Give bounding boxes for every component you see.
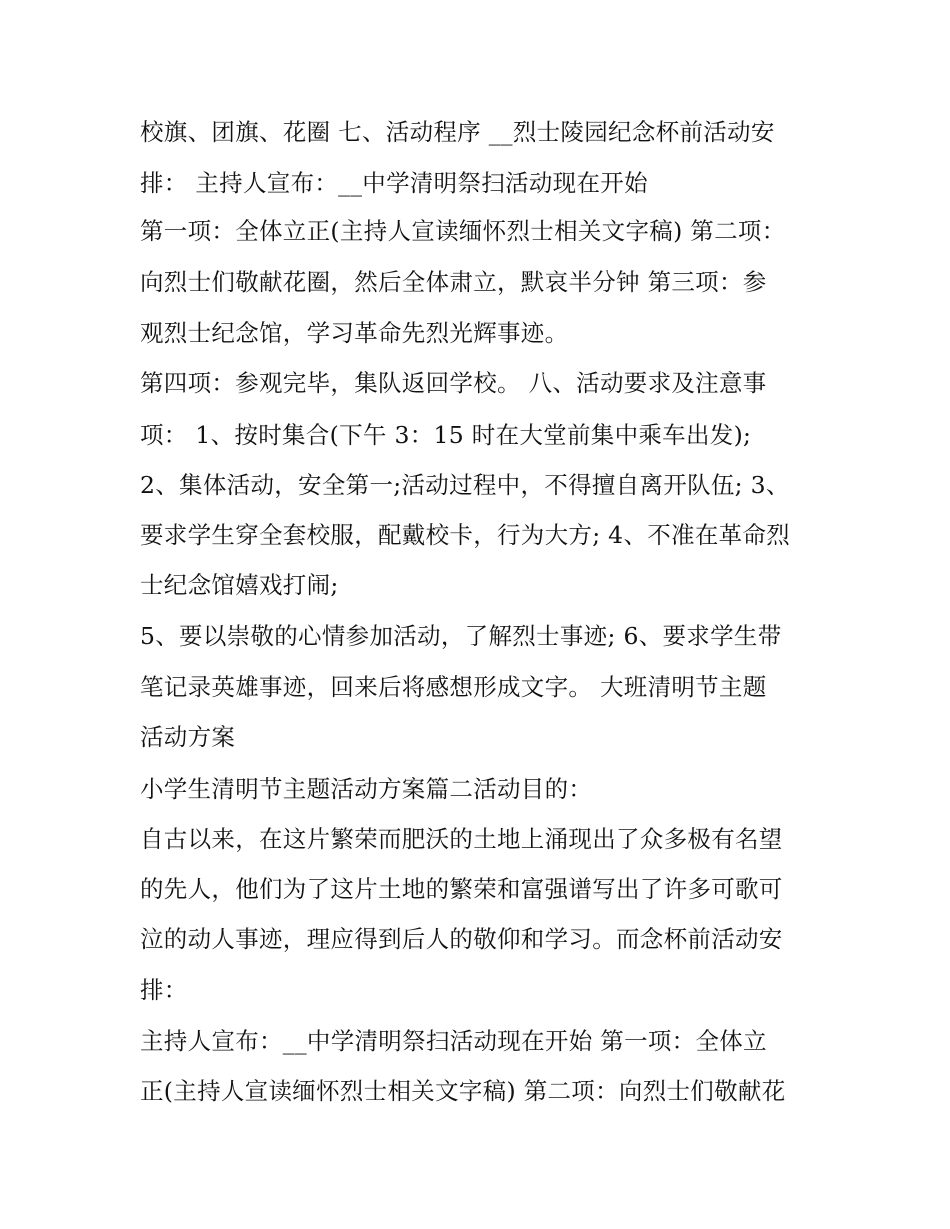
text-line: 的先人，他们为了这片土地的繁荣和富强谱写出了许多可歌可	[140, 875, 783, 903]
text-line: 项： 1、按时集合(下午 3：15 时在大堂前集中乘车出发);	[140, 421, 752, 449]
text-line: 主持人宣布：__中学清明祭扫活动现在开始 第一项：全体立	[140, 1027, 767, 1055]
text-line: 校旗、团旗、花圈 七、活动程序 __烈士陵园纪念杯前活动安	[140, 118, 775, 146]
text-line: 泣的动人事迹，理应得到后人的敬仰和学习。而念杯前活动安	[140, 925, 783, 953]
text-line: 活动方案	[140, 723, 236, 751]
text-line: 5、要以崇敬的心情参加活动，了解烈士事迹; 6、要求学生带	[140, 622, 782, 650]
text-line: 排： 主持人宣布：__中学清明祭扫活动现在开始	[140, 169, 648, 197]
text-line: 笔记录英雄事迹，回来后将感想形成文字。 大班清明节主题	[140, 673, 767, 701]
text-line: 2、集体活动，安全第一;活动过程中，不得擅自离开队伍; 3、	[140, 471, 790, 499]
text-line: 士纪念馆嬉戏打闹;	[140, 571, 339, 599]
text-line: 排：	[140, 976, 188, 1004]
text-line: 自古以来，在这片繁荣而肥沃的土地上涌现出了众多极有名望	[140, 825, 783, 853]
text-line: 小学生清明节主题活动方案篇二活动目的：	[140, 775, 593, 803]
text-line: 观烈士纪念馆，学习革命先烈光辉事迹。	[140, 319, 569, 347]
text-line: 正(主持人宣读缅怀烈士相关文字稿) 第二项：向烈士们敬献花	[140, 1077, 786, 1105]
text-line: 向烈士们敬献花圈，然后全体肃立，默哀半分钟 第三项：参	[140, 268, 767, 296]
text-line: 第四项：参观完毕，集队返回学校。 八、活动要求及注意事	[140, 369, 767, 397]
text-line: 要求学生穿全套校服，配戴校卡，行为大方; 4、不准在革命烈	[140, 521, 791, 549]
text-line: 第一项：全体立正(主持人宣读缅怀烈士相关文字稿) 第二项：	[140, 217, 786, 245]
